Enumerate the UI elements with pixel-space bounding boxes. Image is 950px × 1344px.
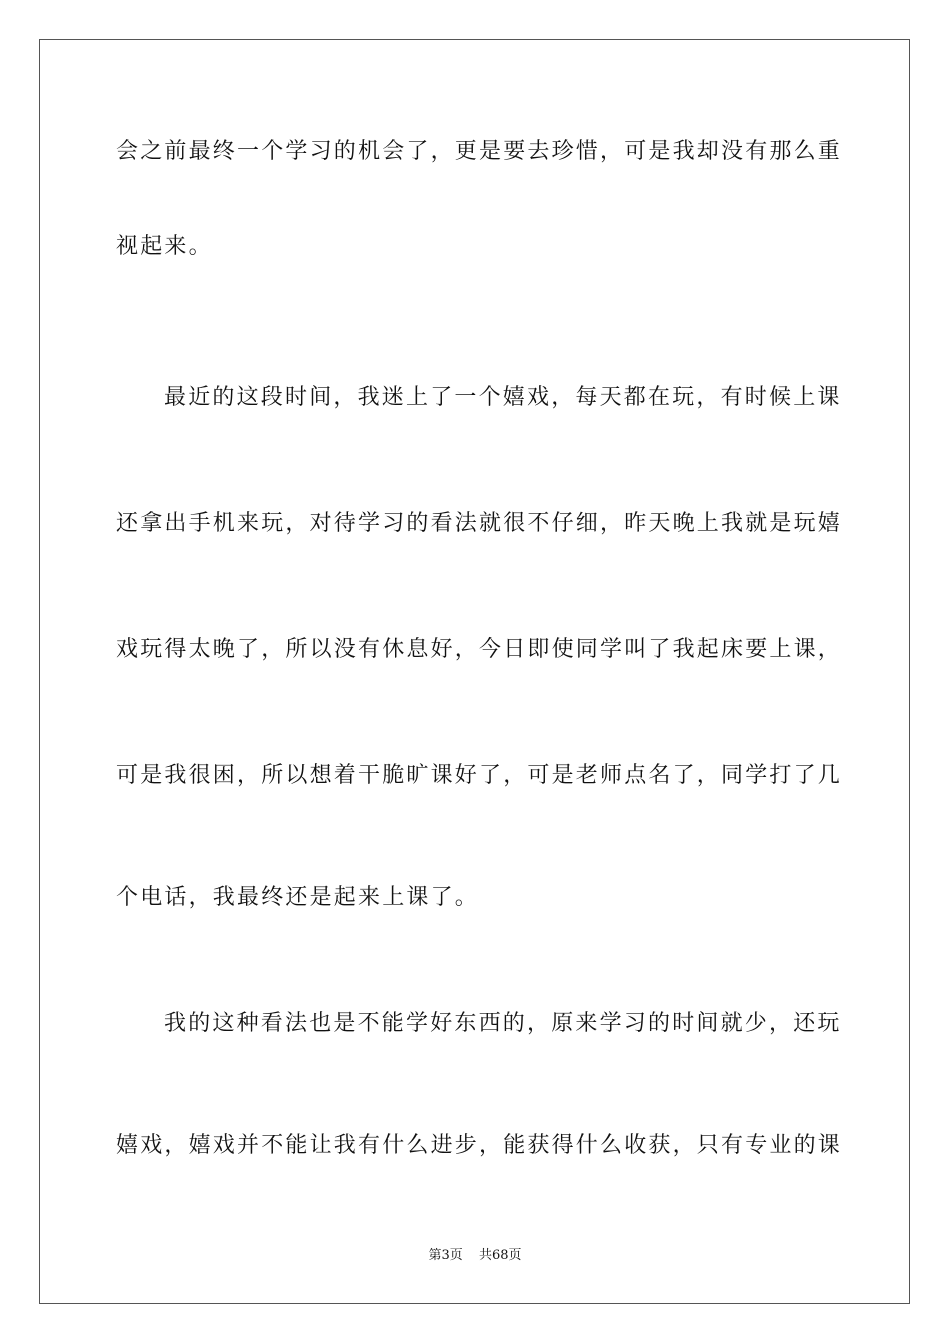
page-border bbox=[39, 39, 910, 1304]
text-line: 嬉戏，嬉戏并不能让我有什么进步，能获得什么收获，只有专业的课 bbox=[116, 1133, 843, 1158]
text-line: 还拿出手机来玩，对待学习的看法就很不仔细，昨天晚上我就是玩嬉 bbox=[116, 511, 843, 536]
text-line: 会之前最终一个学习的机会了，更是要去珍惜，可是我却没有那么重 bbox=[116, 139, 843, 164]
text-line: 戏玩得太晚了，所以没有休息好，今日即使同学叫了我起床要上课， bbox=[116, 637, 843, 662]
paragraph-start-line: 最近的这段时间，我迷上了一个嬉戏，每天都在玩，有时候上课 bbox=[164, 385, 842, 410]
text-line: 个电话，我最终还是起来上课了。 bbox=[116, 885, 480, 910]
paragraph-start-line: 我的这种看法也是不能学好东西的，原来学习的时间就少，还玩 bbox=[164, 1011, 842, 1036]
text-line: 视起来。 bbox=[116, 234, 213, 259]
page-number: 第3页 bbox=[428, 1248, 463, 1263]
page-footer bbox=[0, 1247, 950, 1265]
page-total: 共68页 bbox=[478, 1248, 522, 1263]
text-line: 可是我很困，所以想着干脆旷课好了，可是老师点名了，同学打了几 bbox=[116, 763, 843, 788]
